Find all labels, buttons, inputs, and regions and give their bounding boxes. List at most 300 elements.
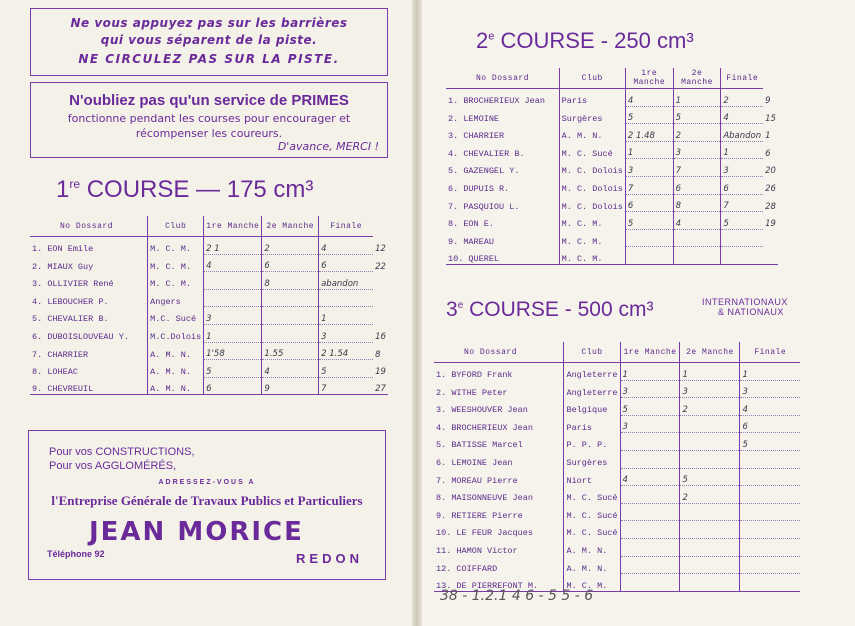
racer-cell — [446, 141, 559, 159]
racer-name: RETIERE Pierre — [451, 510, 523, 521]
club-cell: Surgères — [559, 106, 625, 124]
manche-1-cell: 1 — [204, 324, 262, 342]
score-cell — [763, 229, 778, 247]
manche-1-cell: 2 1 — [204, 237, 262, 255]
manche-1-cell: 3 — [620, 415, 680, 433]
manche-1-cell — [625, 229, 673, 247]
course3-intl-1: INTERNATIONAUX — [702, 297, 788, 307]
club-cell: M. C. M. — [559, 212, 625, 230]
course3-title — [446, 298, 653, 322]
manche-1-cell: 4 — [625, 89, 673, 107]
racer-number: 5. — [32, 314, 43, 325]
finale-cell — [740, 450, 800, 468]
manche-2-cell: 3 — [673, 141, 721, 159]
finale-cell: 3 — [319, 324, 374, 342]
course2-table — [446, 68, 778, 265]
finale-cell: Abandon — [721, 124, 763, 142]
racer-cell — [434, 538, 564, 556]
manche-1-cell: 5 — [625, 106, 673, 124]
table-row — [434, 521, 800, 539]
finale-cell — [319, 289, 374, 307]
racer-cell — [434, 521, 564, 539]
course1-title-num: 1 — [56, 176, 70, 203]
racer-number: 9. — [32, 384, 43, 395]
table-row — [30, 254, 388, 272]
manche-2-cell: 1 — [680, 363, 740, 381]
manche-1-cell — [620, 538, 680, 556]
table-row — [434, 415, 800, 433]
racer-cell — [446, 106, 559, 124]
racer-cell — [434, 363, 564, 381]
finale-cell: 4 — [740, 398, 800, 416]
manche-2-cell — [680, 538, 740, 556]
racer-number: 3. — [448, 131, 459, 142]
score-cell: 8 — [375, 349, 381, 360]
finale-cell: 5 — [319, 360, 374, 378]
racer-name: QUEREL — [468, 253, 500, 264]
primes-heading: N'oubliez pas qu'un service de PRIMES — [69, 92, 349, 109]
finale-cell — [721, 247, 763, 265]
finale-cell: 1 — [740, 363, 800, 381]
racer-number: 6. — [448, 184, 459, 195]
header-finale: Finale — [319, 216, 374, 237]
manche-2-cell: 2 — [262, 237, 319, 255]
header-club: Club — [148, 216, 204, 237]
score-cell — [763, 247, 778, 265]
racer-cell — [434, 380, 564, 398]
ad-telephone: Téléphone 92 — [47, 549, 105, 559]
finale-cell — [740, 468, 800, 486]
racer-number: 4. — [448, 148, 459, 159]
header-manche-1: 1re Manche — [204, 216, 262, 237]
header-club: Club — [564, 342, 620, 363]
finale-cell: 6 — [740, 415, 800, 433]
score-cell: 9 — [765, 96, 771, 107]
club-cell: A. M. N. — [148, 377, 204, 395]
manche-2-cell — [680, 556, 740, 574]
racer-name: MAISONNEUVE Jean — [451, 493, 533, 504]
racer-number: 9. — [436, 510, 447, 521]
manche-1-cell — [204, 272, 262, 290]
racer-cell — [434, 468, 564, 486]
racer-cell — [30, 342, 148, 360]
manche-2-cell — [262, 324, 319, 342]
finale-cell — [740, 556, 800, 574]
warning-line-1: Ne vous appuyez pas sur les barrières — [70, 16, 348, 30]
manche-1-cell — [620, 486, 680, 504]
table-row — [446, 89, 778, 107]
racer-number: 11. — [436, 546, 452, 557]
finale-cell — [721, 229, 763, 247]
course3-title-num: 3 — [446, 298, 458, 321]
table-row — [434, 538, 800, 556]
manche-1-cell: 5 — [204, 360, 262, 378]
racer-number: 6. — [32, 332, 43, 343]
manche-1-cell: 2 1.48 — [625, 124, 673, 142]
course1-title — [56, 176, 313, 204]
score-cell: 26 — [765, 184, 776, 195]
club-cell: Angers — [148, 289, 204, 307]
manche-2-cell: 5 — [680, 468, 740, 486]
racer-name: COIFFARD — [456, 563, 498, 574]
header-club: Club — [559, 68, 625, 89]
finale-cell: 2 1.54 — [319, 342, 374, 360]
club-cell: Belgique — [564, 398, 620, 416]
table-row — [434, 450, 800, 468]
finale-cell: 7 — [319, 377, 374, 395]
finale-cell: 6 — [319, 254, 374, 272]
racer-number: 8. — [32, 367, 43, 378]
manche-1-cell — [620, 433, 680, 451]
manche-1-cell: 4 — [204, 254, 262, 272]
manche-2-cell: 6 — [673, 176, 721, 194]
table-row — [434, 380, 800, 398]
racer-cell — [446, 247, 559, 265]
racer-number: 7. — [32, 349, 43, 360]
finale-cell: 7 — [721, 194, 763, 212]
ad-adressez: ADRESSEZ-VOUS A — [158, 479, 256, 486]
table-row — [446, 247, 778, 265]
club-cell: M. C. Sucé — [564, 503, 620, 521]
table-row — [30, 360, 388, 378]
racer-cell — [446, 229, 559, 247]
table-row — [446, 141, 778, 159]
manche-2-cell: 6 — [262, 254, 319, 272]
course2-title-sup: e — [488, 30, 495, 43]
racer-cell — [30, 324, 148, 342]
finale-cell — [740, 521, 800, 539]
score-cell: 16 — [375, 332, 386, 343]
manche-2-cell: 4 — [673, 212, 721, 230]
table-row — [434, 468, 800, 486]
table-row — [446, 194, 778, 212]
score-cell — [373, 307, 388, 325]
score-cell: 19 — [375, 367, 386, 378]
manche-1-cell: 3 — [625, 159, 673, 177]
manche-2-cell: 2 — [680, 486, 740, 504]
manche-1-cell — [620, 503, 680, 521]
racer-name: CHARRIER — [463, 131, 505, 142]
score-cell: 12 — [375, 244, 386, 255]
racer-name: OLLIVIER René — [47, 279, 114, 290]
racer-name: BROCHERIEUX Jean — [451, 422, 533, 433]
finale-cell — [740, 574, 800, 592]
racer-number: 2. — [448, 113, 459, 124]
racer-number: 13. — [436, 580, 452, 591]
table-row — [434, 363, 800, 381]
manche-2-cell — [680, 433, 740, 451]
manche-1-cell: 1 — [625, 141, 673, 159]
racer-name: HAMON Victor — [456, 546, 518, 557]
finale-cell: 5 — [740, 433, 800, 451]
ad-line-2: Pour vos AGGLOMÉRÉS, — [49, 460, 177, 472]
racer-name: DUBOISLOUVEAU Y. — [47, 332, 129, 343]
manche-1-cell: 7 — [625, 176, 673, 194]
club-cell: M. C. Dolois — [559, 159, 625, 177]
finale-cell: 4 — [319, 237, 374, 255]
header-dossard: No Dossard — [434, 342, 564, 363]
racer-name: CHARRIER — [47, 349, 89, 360]
racer-number: 9. — [448, 236, 459, 247]
racer-cell — [446, 194, 559, 212]
header-manche-1: 1re Manche — [620, 342, 680, 363]
manche-2-cell: 9 — [262, 377, 319, 395]
table-row — [434, 556, 800, 574]
score-cell — [373, 289, 388, 307]
club-cell: M. C. M. — [148, 254, 204, 272]
club-cell: Paris — [559, 89, 625, 107]
racer-cell — [434, 398, 564, 416]
racer-number: 1. — [32, 244, 43, 255]
table-row — [434, 398, 800, 416]
header-manche-2: 2e Manche — [680, 342, 740, 363]
racer-name: BROCHERIEUX Jean — [463, 96, 545, 107]
table-row — [434, 503, 800, 521]
manche-2-cell: 1.55 — [262, 342, 319, 360]
table-row — [446, 176, 778, 194]
racer-cell — [446, 124, 559, 142]
course3-table — [434, 342, 800, 592]
header-dossard: No Dossard — [446, 68, 559, 89]
manche-2-cell: 7 — [673, 159, 721, 177]
club-cell: M. C. Dolois — [559, 194, 625, 212]
racer-name: MOREAU Pierre — [451, 475, 518, 486]
racer-name: LOHEAC — [47, 367, 78, 378]
table-row — [446, 159, 778, 177]
table-row — [434, 433, 800, 451]
club-cell: Niort — [564, 468, 620, 486]
manche-1-cell: 4 — [620, 468, 680, 486]
score-cell: 20 — [765, 166, 776, 177]
racer-cell — [30, 254, 148, 272]
handwritten-footnote: 38 - 1.2.1 4 6 - 5 5 - 6 — [440, 588, 594, 604]
course2-title-text: COURSE - 250 cm³ — [500, 28, 694, 53]
table-row — [30, 289, 388, 307]
club-cell: M. C. M. — [559, 229, 625, 247]
racer-number: 1. — [448, 96, 459, 107]
racer-name: CHEVREUIL — [47, 384, 94, 395]
manche-2-cell: 2 — [680, 398, 740, 416]
club-cell: A. M. N. — [559, 124, 625, 142]
manche-2-cell: 3 — [680, 380, 740, 398]
header-finale: Finale — [721, 68, 763, 89]
manche-2-cell: 4 — [262, 360, 319, 378]
header-manche-1: 1re Manche — [625, 68, 673, 89]
course3-category — [702, 297, 788, 317]
table-row — [30, 307, 388, 325]
manche-1-cell: 3 — [204, 307, 262, 325]
booklet-spine — [412, 0, 422, 626]
racer-cell — [30, 272, 148, 290]
course3-title-text: COURSE - 500 cm³ — [469, 298, 654, 321]
club-cell: M. C. M. — [564, 574, 620, 592]
manche-1-cell: 6 — [204, 377, 262, 395]
manche-1-cell — [620, 521, 680, 539]
racer-number: 4. — [436, 422, 447, 433]
course3-intl-2: & NATIONAUX — [718, 307, 784, 317]
racer-name: EON Emile — [47, 244, 94, 255]
racer-name: LEBOUCHER P. — [47, 296, 109, 307]
ad-city: REDON — [296, 551, 363, 566]
racer-number: 3. — [436, 405, 447, 416]
racer-name: LEMOINE Jean — [451, 458, 513, 469]
racer-number: 4. — [32, 296, 43, 307]
manche-2-cell: 8 — [262, 272, 319, 290]
racer-cell — [434, 503, 564, 521]
score-cell: 6 — [765, 148, 771, 159]
racer-name: PASQUIOU L. — [463, 201, 520, 212]
racer-cell — [446, 212, 559, 230]
manche-2-cell: 5 — [673, 106, 721, 124]
racer-name: MIAUX Guy — [47, 261, 94, 272]
manche-1-cell: 1'58 — [204, 342, 262, 360]
header-manche-2: 2e Manche — [262, 216, 319, 237]
racer-number: 10. — [436, 528, 452, 539]
racer-cell — [30, 360, 148, 378]
racer-cell — [434, 486, 564, 504]
finale-cell: 2 — [721, 89, 763, 107]
finale-cell: 1 — [319, 307, 374, 325]
warning-notice — [30, 8, 388, 76]
racer-name: CHEVALIER B. — [463, 148, 525, 159]
racer-number: 8. — [436, 493, 447, 504]
score-cell: 1 — [765, 131, 771, 142]
racer-cell — [30, 289, 148, 307]
club-cell: M. C. Sucé — [564, 521, 620, 539]
manche-1-cell — [620, 574, 680, 592]
table-row — [30, 342, 388, 360]
ad-entreprise: l'Entreprise Générale de Travaux Publics et Particuliers — [51, 493, 363, 508]
finale-cell: abandon — [319, 272, 374, 290]
course1-title-text: COURSE — 175 cm³ — [86, 176, 314, 203]
finale-cell: 6 — [721, 176, 763, 194]
racer-cell — [30, 377, 148, 395]
table-row — [30, 377, 388, 395]
score-cell: 15 — [765, 113, 776, 124]
racer-name: BATISSE Marcel — [451, 440, 523, 451]
racer-cell — [30, 307, 148, 325]
racer-name: WEESHOUVER Jean — [451, 405, 528, 416]
racer-name: MAREAU — [463, 236, 494, 247]
racer-name: CHEVALIER B. — [47, 314, 109, 325]
header-manche-2: 2e Manche — [673, 68, 721, 89]
primes-merci: D'avance, MERCI ! — [277, 140, 379, 153]
table-row — [446, 124, 778, 142]
table-row — [446, 212, 778, 230]
club-cell: M. C. M. — [559, 247, 625, 265]
racer-number: 8. — [448, 219, 459, 230]
racer-number: 10. — [448, 253, 464, 264]
warning-line-2: qui vous séparent de la piste. — [100, 33, 318, 47]
table-row — [30, 272, 388, 290]
score-cell — [373, 272, 388, 290]
primes-line-2: fonctionne pendant les courses pour encourager et — [67, 112, 351, 125]
table-row — [434, 486, 800, 504]
score-cell: 27 — [373, 377, 388, 395]
finale-cell: 3 — [740, 380, 800, 398]
racer-name: LE FEUR Jacques — [456, 528, 533, 539]
table-row — [30, 324, 388, 342]
manche-2-cell — [262, 307, 319, 325]
finale-cell: 5 — [721, 212, 763, 230]
club-cell: Paris — [564, 415, 620, 433]
advertisement-morice — [28, 430, 386, 580]
racer-cell — [446, 176, 559, 194]
racer-number: 3. — [32, 279, 43, 290]
course2-title — [476, 28, 694, 54]
racer-number: 5. — [436, 440, 447, 451]
manche-2-cell — [680, 503, 740, 521]
club-cell: A. M. N. — [148, 360, 204, 378]
manche-2-cell — [680, 574, 740, 592]
header-finale: Finale — [740, 342, 800, 363]
score-cell: 28 — [765, 201, 776, 212]
racer-name: WITHE Peter — [451, 387, 508, 398]
manche-1-cell — [204, 289, 262, 307]
racer-number: 12. — [436, 563, 452, 574]
racer-cell — [434, 556, 564, 574]
racer-name: GAZENGEL Y. — [463, 166, 520, 177]
racer-number: 7. — [436, 475, 447, 486]
manche-2-cell: 2 — [673, 124, 721, 142]
racer-name: DE PIERREFONT M. — [456, 580, 539, 591]
racer-cell — [434, 415, 564, 433]
racer-number: 5. — [448, 166, 459, 177]
manche-1-cell: 3 — [620, 380, 680, 398]
finale-cell: 3 — [721, 159, 763, 177]
club-cell: Angleterre — [564, 380, 620, 398]
racer-number: 1. — [436, 370, 447, 381]
racer-cell — [434, 433, 564, 451]
manche-2-cell — [673, 229, 721, 247]
manche-1-cell — [620, 450, 680, 468]
course3-title-sup: e — [457, 300, 464, 311]
racer-name: DUPUIS R. — [463, 184, 510, 195]
racer-name: EON E. — [463, 219, 494, 230]
club-cell: M.C. Sucé — [148, 307, 204, 325]
table-row — [30, 237, 388, 255]
finale-cell — [740, 538, 800, 556]
manche-2-cell — [673, 247, 721, 265]
ad-line-1: Pour vos CONSTRUCTIONS, — [49, 446, 195, 458]
club-cell: A. M. N. — [564, 556, 620, 574]
club-cell: M. C. M. — [148, 237, 204, 255]
manche-2-cell — [680, 521, 740, 539]
manche-2-cell — [680, 415, 740, 433]
racer-number: 7. — [448, 201, 459, 212]
finale-cell — [740, 486, 800, 504]
club-cell: M. C. Dolois — [559, 176, 625, 194]
header-dossard: No Dossard — [30, 216, 148, 237]
manche-1-cell — [620, 556, 680, 574]
club-cell: M. C. Sucé — [564, 486, 620, 504]
manche-1-cell: 5 — [620, 398, 680, 416]
racer-cell — [434, 450, 564, 468]
club-cell: M. C. Sucé — [559, 141, 625, 159]
table-row — [446, 106, 778, 124]
racer-name: LEMOINE — [463, 113, 500, 124]
racer-cell — [30, 237, 148, 255]
score-cell: 19 — [765, 219, 776, 230]
course1-title-sup: re — [69, 177, 81, 191]
manche-1-cell: 6 — [625, 194, 673, 212]
manche-2-cell — [262, 289, 319, 307]
club-cell: A. M. N. — [148, 342, 204, 360]
racer-number: 2. — [436, 387, 447, 398]
table-row — [446, 229, 778, 247]
finale-cell — [740, 503, 800, 521]
score-cell: 22 — [375, 261, 386, 272]
